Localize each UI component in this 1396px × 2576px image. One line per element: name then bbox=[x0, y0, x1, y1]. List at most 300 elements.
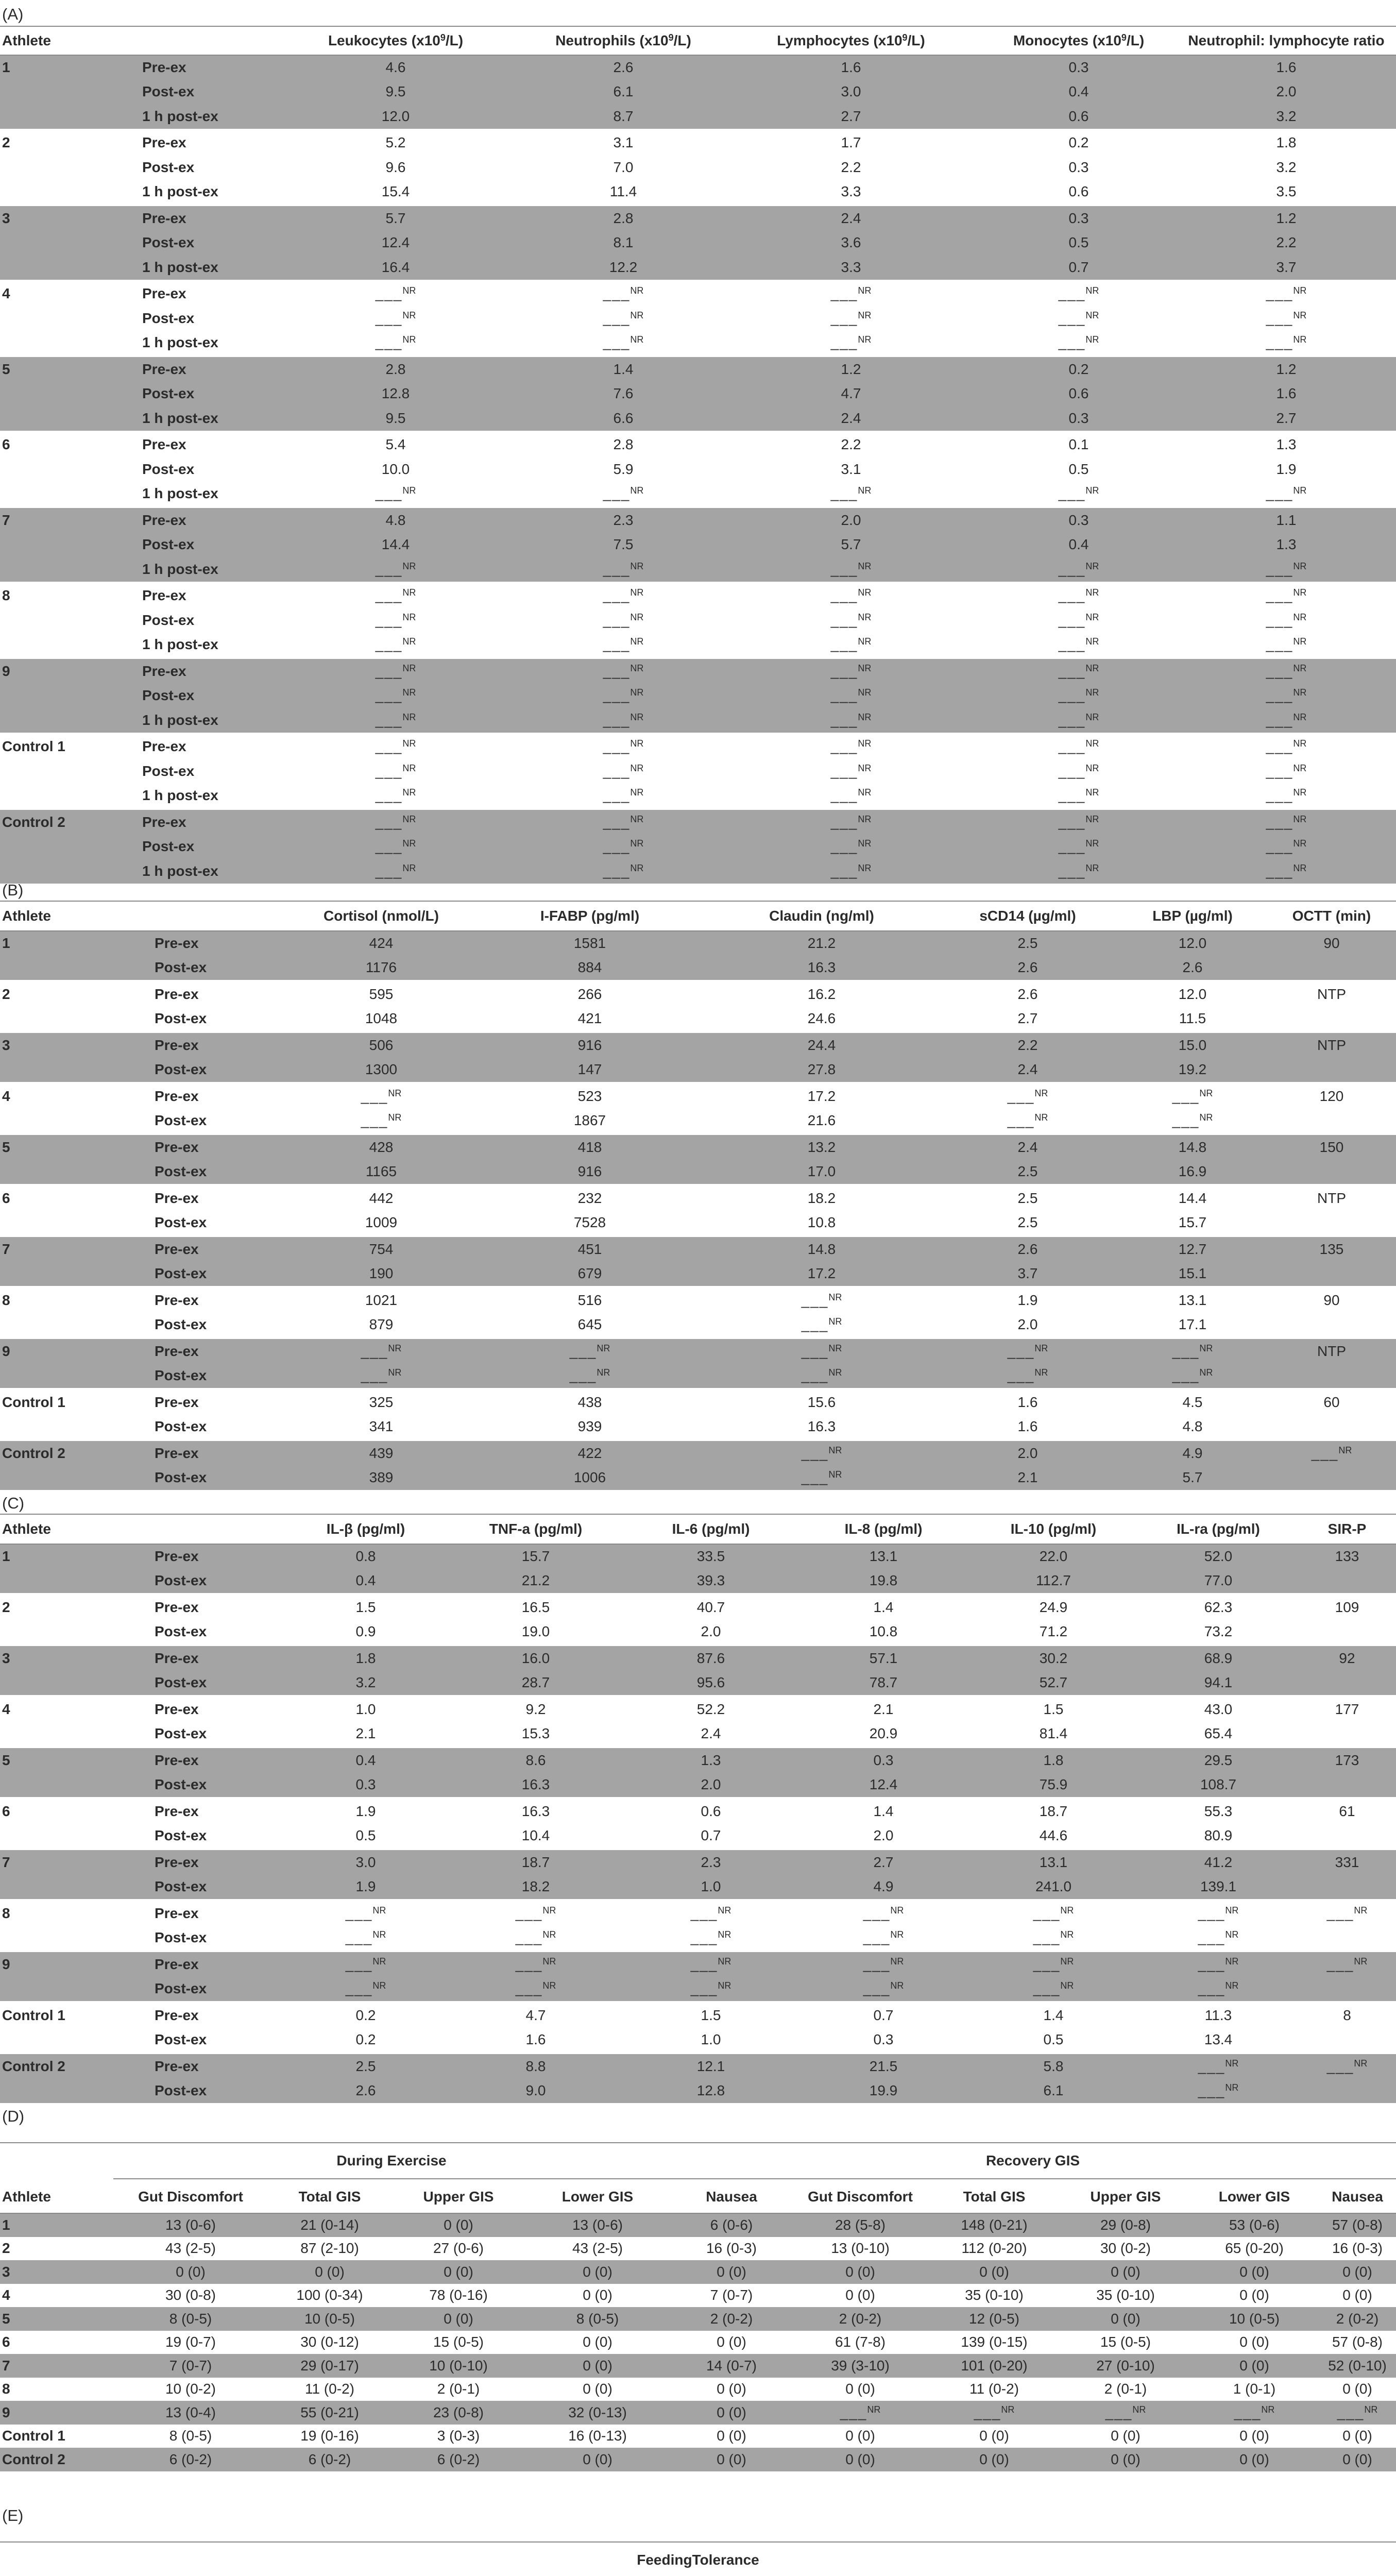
value-cell: 18.7 bbox=[1039, 1803, 1068, 1819]
value-cell: 2.5 bbox=[1017, 1190, 1038, 1206]
value-cell: 19.9 bbox=[798, 2079, 968, 2104]
value-cell: 3.3 bbox=[721, 255, 981, 280]
octt-cell: 135 bbox=[1267, 1237, 1396, 1262]
athlete-name: 4 bbox=[2, 1088, 10, 1104]
value-cell: 0 (0) bbox=[845, 2287, 875, 2303]
value-cell: 0.3 bbox=[873, 2031, 894, 2048]
timepoint-label: Pre-ex bbox=[155, 1292, 199, 1308]
value-cell: ___$^{NR}$ bbox=[375, 485, 416, 502]
value-cell: 6.1 bbox=[525, 80, 721, 105]
sirp-cell bbox=[1298, 1773, 1396, 1798]
value-cell: 595 bbox=[369, 986, 394, 1002]
value-cell: ___$^{NR}$ bbox=[981, 684, 1177, 708]
value-cell: 5.7 bbox=[721, 533, 981, 557]
value-cell: 8 (0-5) bbox=[113, 2307, 268, 2331]
value-cell: ___$^{NR}$ bbox=[968, 1952, 1138, 1977]
value-cell: 12.2 bbox=[525, 255, 721, 280]
table-row bbox=[0, 1595, 1396, 1620]
table-row bbox=[0, 482, 1396, 506]
table-row bbox=[0, 104, 1396, 129]
value-cell: 2.8 bbox=[266, 357, 525, 382]
value-cell: 1.7 bbox=[841, 134, 861, 151]
table-row bbox=[0, 357, 1396, 382]
athlete-name bbox=[0, 2079, 155, 2104]
value-cell: ___$^{NR}$ bbox=[1198, 1905, 1239, 1921]
timepoint-label: 1 h post-ex bbox=[142, 708, 266, 733]
octt-cell bbox=[1267, 1160, 1396, 1184]
table-row bbox=[0, 810, 1396, 835]
value-cell: 0.6 bbox=[981, 382, 1177, 406]
value-cell: 13.4 bbox=[1204, 2031, 1233, 2048]
value-cell: 2.7 bbox=[1177, 406, 1396, 431]
timepoint-label: Pre-ex bbox=[142, 738, 186, 755]
value-cell: 0 (0) bbox=[583, 2381, 612, 2397]
timepoint-label: Pre-ex bbox=[155, 1803, 199, 1819]
header-during-gut-discomfort: Gut Discomfort bbox=[113, 2180, 268, 2213]
table-row bbox=[0, 1415, 1396, 1439]
value-cell: 0.2 bbox=[355, 2031, 376, 2048]
table-row bbox=[0, 2284, 1396, 2308]
athlete-name bbox=[0, 1058, 155, 1082]
value-cell: 147 bbox=[474, 1058, 706, 1082]
sirp-cell: 331 bbox=[1298, 1850, 1396, 1875]
value-cell: 29.5 bbox=[1138, 1748, 1298, 1773]
athlete-name bbox=[0, 1160, 155, 1184]
value-cell: 1.5 bbox=[355, 1599, 376, 1615]
table-row bbox=[0, 255, 1396, 280]
value-cell: 2.1 bbox=[938, 1466, 1118, 1490]
value-cell: ___$^{NR}$ bbox=[375, 285, 416, 302]
timepoint-label: Pre-ex bbox=[142, 206, 266, 231]
timepoint-label: Pre-ex bbox=[142, 810, 266, 835]
value-cell: ___$^{NR}$ bbox=[345, 1905, 386, 1921]
value-cell: 325 bbox=[369, 1394, 394, 1410]
value-cell: 0 (0) bbox=[525, 2448, 670, 2471]
sirp-cell bbox=[1298, 1722, 1396, 1747]
value-cell: 1048 bbox=[365, 1010, 398, 1027]
sirp-cell: ___$^{NR}$ bbox=[1298, 2054, 1396, 2079]
header-claudin: Claudin (ng/ml) bbox=[706, 901, 938, 931]
athlete-name bbox=[0, 633, 142, 657]
value-cell: 2.0 bbox=[1177, 80, 1396, 105]
value-cell: 421 bbox=[577, 1010, 602, 1027]
value-cell: 1 (0-1) bbox=[1233, 2381, 1276, 2397]
table-row bbox=[0, 1007, 1396, 1031]
timepoint-label: Post-ex bbox=[155, 1316, 207, 1333]
value-cell: ___$^{NR}$ bbox=[798, 1977, 968, 2002]
value-cell: ___$^{NR}$ bbox=[1007, 1088, 1048, 1104]
athlete-name: 4 bbox=[2, 2287, 10, 2303]
table-row bbox=[0, 659, 1396, 684]
value-cell: ___$^{NR}$ bbox=[603, 285, 644, 302]
value-cell: 0 (0) bbox=[583, 2287, 612, 2303]
timepoint-label: 1 h post-ex bbox=[142, 557, 266, 582]
table-row bbox=[0, 1901, 1396, 1926]
athlete-name bbox=[0, 1671, 155, 1696]
value-cell: 2.4 bbox=[701, 1725, 721, 1742]
table-row bbox=[0, 180, 1396, 205]
value-cell: ___$^{NR}$ bbox=[830, 738, 872, 755]
value-cell: 506 bbox=[288, 1033, 474, 1058]
panel-b-label: (B) bbox=[2, 881, 24, 899]
table-row bbox=[0, 1466, 1396, 1490]
value-cell: 7.5 bbox=[525, 533, 721, 557]
value-cell: ___$^{NR}$ bbox=[266, 708, 525, 733]
value-cell: 15.4 bbox=[381, 183, 410, 200]
value-cell: 5.4 bbox=[385, 436, 406, 453]
table-row bbox=[0, 457, 1396, 482]
timepoint-label: Post-ex bbox=[142, 762, 195, 779]
value-cell: ___$^{NR}$ bbox=[706, 1466, 938, 1490]
value-cell: 13 (0-10) bbox=[831, 2240, 890, 2257]
table-row bbox=[0, 55, 1396, 80]
timepoint-label: Pre-ex bbox=[155, 1905, 199, 1921]
athlete-name: 7 bbox=[0, 2354, 113, 2378]
value-cell: ___$^{NR}$ bbox=[706, 1441, 938, 1466]
value-cell: ___$^{NR}$ bbox=[375, 334, 416, 351]
athlete-name: 6 bbox=[2, 1803, 10, 1819]
value-cell: ___$^{NR}$ bbox=[706, 1364, 938, 1388]
value-cell: 0 (0) bbox=[717, 2381, 746, 2397]
table-row bbox=[0, 931, 1396, 956]
octt-cell: NTP bbox=[1267, 1339, 1396, 1364]
value-cell: ___$^{NR}$ bbox=[830, 310, 872, 326]
table-row bbox=[0, 1926, 1396, 1951]
value-cell: 0 (0) bbox=[793, 2260, 927, 2284]
value-cell: 2.8 bbox=[525, 206, 721, 231]
header-tnf-a: TNF-a (pg/ml) bbox=[448, 1514, 623, 1544]
athlete-name bbox=[0, 608, 142, 633]
value-cell: 15 (0-5) bbox=[1100, 2334, 1151, 2350]
value-cell: ___$^{NR}$ bbox=[474, 1364, 706, 1388]
timepoint-label: Pre-ex bbox=[155, 1088, 199, 1104]
value-cell: 0.3 bbox=[981, 406, 1177, 431]
value-cell: 5.7 bbox=[1118, 1466, 1267, 1490]
athlete-name: 8 bbox=[2, 587, 10, 604]
value-cell: ___$^{NR}$ bbox=[1058, 762, 1099, 779]
value-cell: 3.0 bbox=[283, 1850, 448, 1875]
value-cell: 14.8 bbox=[1118, 1135, 1267, 1160]
athlete-name: 2 bbox=[2, 134, 10, 151]
value-cell: 24.6 bbox=[807, 1010, 836, 1027]
athlete-name bbox=[0, 457, 142, 482]
athlete-name: 7 bbox=[0, 508, 142, 533]
header-recovery-gut-discomfort: Gut Discomfort bbox=[793, 2180, 927, 2213]
value-cell: ___$^{NR}$ bbox=[515, 1905, 556, 1921]
value-cell: 0 (0) bbox=[1061, 2260, 1190, 2284]
value-cell: ___$^{NR}$ bbox=[266, 859, 525, 884]
value-cell: 0 (0) bbox=[927, 2260, 1061, 2284]
value-cell: 16.2 bbox=[807, 986, 836, 1002]
value-cell: ___$^{NR}$ bbox=[1177, 835, 1396, 859]
value-cell: ___$^{NR}$ bbox=[1266, 612, 1307, 628]
value-cell: 3 (0-3) bbox=[437, 2428, 480, 2444]
timepoint-label: Post-ex bbox=[142, 310, 195, 326]
value-cell: 3.1 bbox=[841, 461, 861, 477]
octt-cell: 90 bbox=[1323, 1292, 1340, 1308]
table-row bbox=[0, 2307, 1396, 2331]
value-cell: 2.0 bbox=[1017, 1316, 1038, 1333]
athlete-name bbox=[0, 382, 142, 406]
value-cell: ___$^{NR}$ bbox=[345, 1929, 386, 1946]
athlete-name: 1 bbox=[0, 2213, 113, 2237]
value-cell: ___$^{NR}$ bbox=[706, 1339, 938, 1364]
value-cell: 0.5 bbox=[1068, 461, 1089, 477]
header-neutrophils: Neutrophils $(x10^9/L)$ bbox=[525, 26, 721, 55]
value-cell: 0 (0) bbox=[670, 2448, 793, 2471]
value-cell: 27 (0-6) bbox=[433, 2240, 484, 2257]
value-cell: ___$^{NR}$ bbox=[981, 859, 1177, 884]
timepoint-label: Post-ex bbox=[155, 1773, 283, 1798]
timepoint-label: Post-ex bbox=[142, 461, 195, 477]
timepoint-label: Post-ex bbox=[155, 1418, 207, 1435]
header-il-8: IL-8 (pg/ml) bbox=[798, 1514, 968, 1544]
timepoint-label: Pre-ex bbox=[155, 1394, 199, 1410]
value-cell: ___$^{NR}$ bbox=[474, 1339, 706, 1364]
value-cell: 0 (0) bbox=[1319, 2448, 1396, 2471]
value-cell: 10 (0-2) bbox=[165, 2381, 216, 2397]
value-cell: 0.2 bbox=[355, 2007, 376, 2023]
value-cell: 0 (0) bbox=[793, 2448, 927, 2471]
timepoint-label: Pre-ex bbox=[155, 1544, 283, 1569]
header-leukocytes: Leukocytes $(x10^9/L)$ bbox=[266, 26, 525, 55]
value-cell: ___$^{NR}$ bbox=[1177, 859, 1396, 884]
value-cell: ___$^{NR}$ bbox=[361, 1088, 402, 1104]
table-row bbox=[0, 2260, 1396, 2284]
value-cell: 14.4 bbox=[1178, 1190, 1207, 1206]
table-row bbox=[0, 835, 1396, 859]
value-cell: 52.0 bbox=[1138, 1544, 1298, 1569]
value-cell: 1165 bbox=[288, 1160, 474, 1184]
value-cell: 0 (0) bbox=[1190, 2260, 1319, 2284]
header-athlete: Athlete bbox=[0, 26, 142, 55]
value-cell: 4.7 bbox=[525, 2007, 546, 2023]
athlete-name bbox=[0, 1262, 155, 1286]
value-cell: 2.5 bbox=[938, 1160, 1118, 1184]
timepoint-label: Pre-ex bbox=[142, 436, 186, 453]
value-cell: ___$^{NR}$ bbox=[1033, 1905, 1074, 1921]
value-cell: 2.6 bbox=[938, 956, 1118, 980]
value-cell: 4.9 bbox=[1118, 1441, 1267, 1466]
value-cell: 0.7 bbox=[873, 2007, 894, 2023]
value-cell: 0 (0) bbox=[1342, 2287, 1372, 2303]
timepoint-label: Post-ex bbox=[155, 1214, 207, 1231]
table-row bbox=[0, 759, 1396, 784]
value-cell: 2.6 bbox=[525, 55, 721, 80]
value-cell: ___$^{NR}$ bbox=[721, 810, 981, 835]
table-row bbox=[0, 708, 1396, 733]
table-row bbox=[0, 2079, 1396, 2104]
value-cell: ___$^{NR}$ bbox=[525, 557, 721, 582]
value-cell: ___$^{NR}$ bbox=[981, 835, 1177, 859]
value-cell: ___$^{NR}$ bbox=[375, 587, 416, 604]
table-row bbox=[0, 1748, 1396, 1773]
table-row bbox=[0, 1569, 1396, 1594]
value-cell: 57 (0-8) bbox=[1332, 2334, 1383, 2350]
value-cell: 679 bbox=[474, 1262, 706, 1286]
table-row bbox=[0, 1339, 1396, 1364]
table-row bbox=[0, 1211, 1396, 1235]
timepoint-label: Post-ex bbox=[155, 1977, 283, 2002]
table-row bbox=[0, 331, 1396, 355]
value-cell: ___$^{NR}$ bbox=[288, 1364, 474, 1388]
value-cell: ___$^{NR}$ bbox=[1138, 2054, 1298, 2079]
table-row bbox=[0, 982, 1396, 1007]
value-cell: 19 (0-16) bbox=[300, 2428, 359, 2444]
table-row bbox=[0, 859, 1396, 884]
table-row bbox=[0, 2213, 1396, 2237]
value-cell: 16 (0-13) bbox=[568, 2428, 627, 2444]
value-cell: 4.7 bbox=[721, 382, 981, 406]
value-cell: 9.0 bbox=[448, 2079, 623, 2104]
athlete-name bbox=[0, 1109, 155, 1133]
value-cell: ___$^{NR}$ bbox=[1007, 1112, 1048, 1129]
value-cell: 1.2 bbox=[721, 357, 981, 382]
header-il-ra: IL-ra (pg/ml) bbox=[1138, 1514, 1298, 1544]
value-cell: ___$^{NR}$ bbox=[1058, 310, 1099, 326]
value-cell: 13 (0-6) bbox=[113, 2213, 268, 2237]
sirp-cell bbox=[1298, 1875, 1396, 1900]
value-cell: 80.9 bbox=[1204, 1827, 1233, 1844]
value-cell: ___$^{NR}$ bbox=[525, 659, 721, 684]
panel-e-label: (E) bbox=[2, 2506, 24, 2524]
value-cell: 13.1 bbox=[1178, 1292, 1207, 1308]
value-cell: 1.4 bbox=[873, 1803, 894, 1819]
value-cell: ___$^{NR}$ bbox=[1177, 708, 1396, 733]
value-cell: 6.1 bbox=[968, 2079, 1138, 2104]
value-cell: 1.6 bbox=[1017, 1418, 1038, 1435]
athlete-name: 8 bbox=[2, 2381, 10, 2397]
header-il-6: IL-6 (pg/ml) bbox=[623, 1514, 798, 1544]
value-cell: 12.0 bbox=[1118, 931, 1267, 956]
value-cell: 19.0 bbox=[521, 1623, 550, 1640]
athlete-name bbox=[0, 1773, 155, 1798]
value-cell: 1.9 bbox=[283, 1875, 448, 1900]
value-cell: 40.7 bbox=[696, 1599, 725, 1615]
timepoint-label: Pre-ex bbox=[155, 1033, 288, 1058]
panel-c-label: (C) bbox=[2, 1494, 25, 1512]
value-cell: 39.3 bbox=[623, 1569, 798, 1594]
value-cell: 0.7 bbox=[981, 255, 1177, 280]
value-cell: 1.0 bbox=[355, 1701, 376, 1717]
value-cell: ___$^{NR}$ bbox=[721, 859, 981, 884]
value-cell: 1021 bbox=[365, 1292, 398, 1308]
athlete-name: 1 bbox=[0, 55, 142, 80]
value-cell: 43 (2-5) bbox=[165, 2240, 216, 2257]
value-cell: 8.6 bbox=[448, 1748, 623, 1773]
athlete-name: 6 bbox=[2, 2334, 10, 2350]
value-cell: 65 (0-20) bbox=[1225, 2240, 1284, 2257]
table-row bbox=[0, 406, 1396, 431]
panel-b-table bbox=[0, 901, 1396, 1490]
timepoint-label: Pre-ex bbox=[155, 986, 199, 1002]
sirp-cell: 61 bbox=[1339, 1803, 1355, 1819]
table-row bbox=[0, 608, 1396, 633]
value-cell: 12.8 bbox=[623, 2079, 798, 2104]
value-cell: 4.6 bbox=[266, 55, 525, 80]
value-cell: ___$^{NR}$ bbox=[801, 1316, 842, 1333]
value-cell: 6 (0-2) bbox=[113, 2448, 268, 2471]
value-cell: 2.7 bbox=[1017, 1010, 1038, 1027]
value-cell: 428 bbox=[288, 1135, 474, 1160]
table-row bbox=[0, 1109, 1396, 1133]
value-cell: 15.3 bbox=[521, 1725, 550, 1742]
value-cell: 3.2 bbox=[1276, 159, 1297, 175]
value-cell: 0.6 bbox=[1068, 183, 1089, 200]
value-cell: 18.2 bbox=[807, 1190, 836, 1206]
athlete-name bbox=[0, 956, 155, 980]
table-row bbox=[0, 1697, 1396, 1722]
value-cell: ___$^{NR}$ bbox=[1177, 659, 1396, 684]
timepoint-label: 1 h post-ex bbox=[142, 334, 218, 351]
athlete-name: 9 bbox=[0, 659, 142, 684]
value-cell: ___$^{NR}$ bbox=[830, 285, 872, 302]
value-cell: 1.8 bbox=[968, 1748, 1138, 1773]
athlete-name bbox=[0, 482, 142, 506]
value-cell: 0 (0) bbox=[1342, 2428, 1372, 2444]
value-cell: 1.1 bbox=[1177, 508, 1396, 533]
value-cell: 0 (0) bbox=[525, 2354, 670, 2378]
timepoint-label: 1 h post-ex bbox=[142, 406, 266, 431]
value-cell: 8.1 bbox=[525, 231, 721, 256]
value-cell: 12.0 bbox=[266, 104, 525, 129]
value-cell: 0.3 bbox=[798, 1748, 968, 1773]
panel-d-label: (D) bbox=[2, 2107, 25, 2125]
timepoint-label: Pre-ex bbox=[155, 2007, 199, 2023]
value-cell: 2.4 bbox=[721, 206, 981, 231]
value-cell: 52 (0-10) bbox=[1319, 2354, 1396, 2378]
value-cell: 2 (0-1) bbox=[437, 2381, 480, 2397]
octt-cell: 60 bbox=[1323, 1394, 1340, 1410]
value-cell: 3.2 bbox=[1177, 104, 1396, 129]
value-cell: ___$^{NR}$ bbox=[266, 659, 525, 684]
table-row bbox=[0, 684, 1396, 708]
value-cell: ___$^{NR}$ bbox=[690, 1929, 731, 1946]
table-row bbox=[0, 282, 1396, 307]
value-cell: 516 bbox=[577, 1292, 602, 1308]
value-cell: 0 (0) bbox=[1061, 2307, 1190, 2331]
value-cell: 12.4 bbox=[798, 1773, 968, 1798]
value-cell: 2.0 bbox=[873, 1827, 894, 1844]
octt-cell bbox=[1267, 1364, 1396, 1388]
value-cell: 1.2 bbox=[1177, 206, 1396, 231]
value-cell: 645 bbox=[577, 1316, 602, 1333]
value-cell: ___$^{NR}$ bbox=[1177, 810, 1396, 835]
header-timepoint bbox=[155, 1514, 283, 1544]
value-cell: 30 (0-8) bbox=[165, 2287, 216, 2303]
value-cell: 87.6 bbox=[623, 1646, 798, 1671]
value-cell: 0.9 bbox=[355, 1623, 376, 1640]
athlete-name: 6 bbox=[2, 1190, 10, 1206]
table-row bbox=[0, 784, 1396, 808]
value-cell: ___$^{NR}$ bbox=[690, 1905, 731, 1921]
value-cell: 0.6 bbox=[981, 104, 1177, 129]
table-row bbox=[0, 2354, 1396, 2378]
timepoint-label: 1 h post-ex bbox=[142, 183, 218, 200]
value-cell: 1867 bbox=[573, 1112, 606, 1129]
value-cell: 43 (2-5) bbox=[572, 2240, 623, 2257]
value-cell: 2.0 bbox=[623, 1773, 798, 1798]
value-cell: 0 (0) bbox=[845, 2428, 875, 2444]
timepoint-label: Pre-ex bbox=[155, 1135, 288, 1160]
value-cell: ___$^{NR}$ bbox=[1058, 738, 1099, 755]
value-cell: 21.2 bbox=[706, 931, 938, 956]
value-cell: ___$^{NR}$ bbox=[623, 1977, 798, 2002]
value-cell: 10.8 bbox=[869, 1623, 898, 1640]
value-cell: 2.2 bbox=[1177, 231, 1396, 256]
athlete-name: 5 bbox=[0, 2307, 113, 2331]
value-cell: 442 bbox=[369, 1190, 394, 1206]
